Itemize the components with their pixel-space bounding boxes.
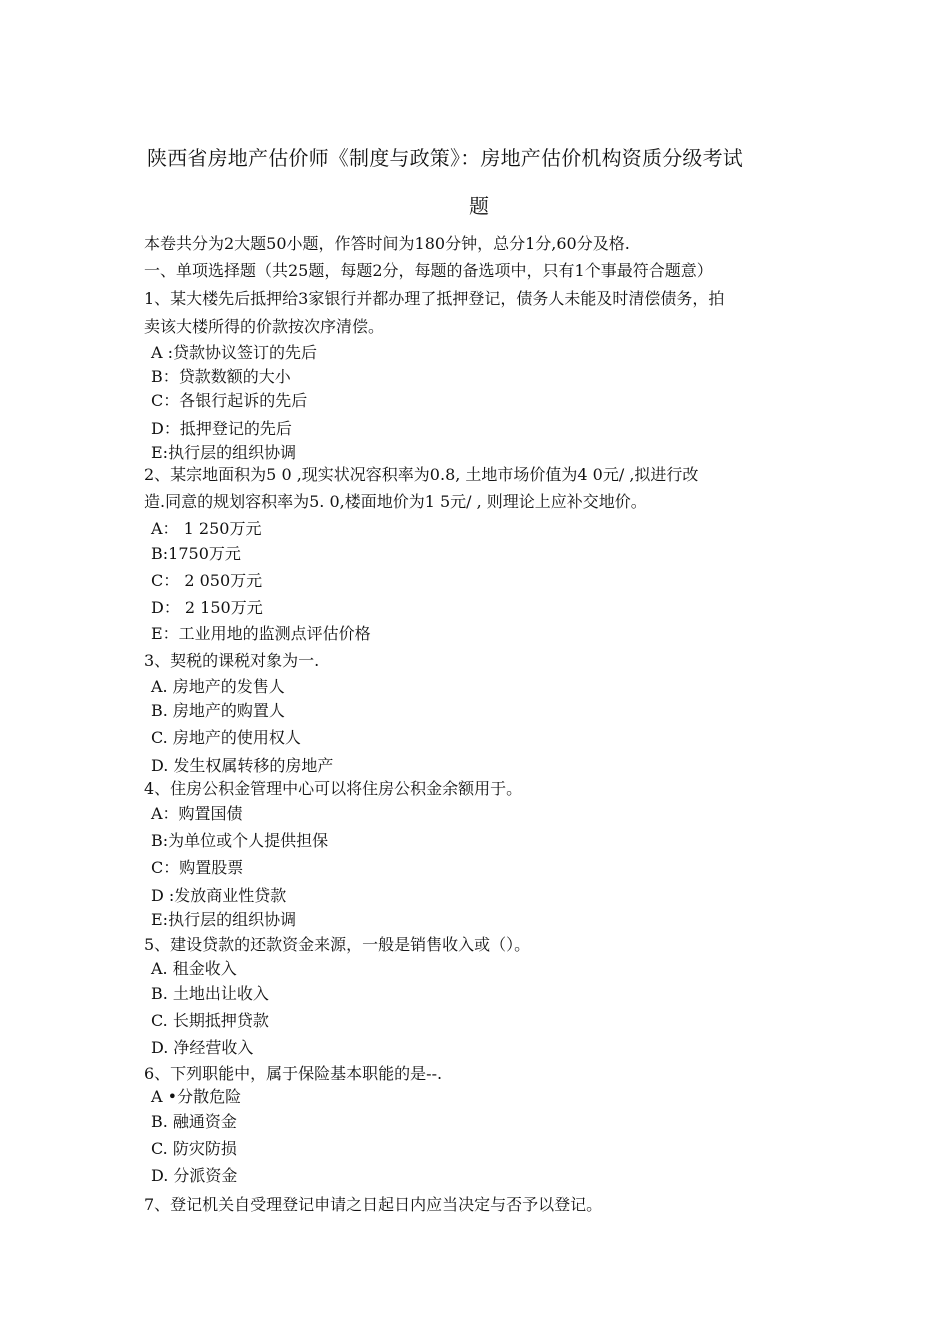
question-4-option-d: D :发放商业性贷款: [151, 886, 287, 905]
question-2-stem-cont: 造.同意的规划容积率为5. 0,楼面地价为1 5元/ , 则理论上应补交地价。: [144, 492, 647, 511]
exam-intro: 本卷共分为2大题50小题，作答时间为180分钟，总分1分,60分及格.: [144, 234, 630, 253]
question-2-option-c: C： 2 050万元: [151, 571, 263, 590]
question-2-stem: 2、某宗地面积为5 0 ,现实状况容积率为0.8, 土地市场价值为4 0元/ ,拟进行改: [144, 465, 699, 484]
question-6-option-d: D. 分派资金: [151, 1166, 238, 1185]
question-2-option-a: A： 1 250万元: [151, 519, 262, 538]
question-5-option-a: A. 租金收入: [151, 959, 237, 978]
question-4-stem: 4、住房公积金管理中心可以将住房公积金余额用于。: [144, 779, 523, 798]
question-3-option-a: A. 房地产的发售人: [151, 677, 285, 696]
question-6-option-a: A •分散危险: [151, 1087, 242, 1106]
question-7-stem: 7、登记机关自受理登记申请之日起日内应当决定与否予以登记。: [144, 1195, 603, 1214]
question-4-option-b: B:为单位或个人提供担保: [151, 831, 329, 850]
question-6-stem: 6、下列职能中，属于保险基本职能的是--.: [144, 1064, 443, 1083]
question-1-option-c: C：各银行起诉的先后: [151, 391, 308, 410]
section-heading: 一、单项选择题（共25题，每题2分，每题的备选项中，只有1个事最符合题意）: [144, 261, 713, 280]
question-3-stem: 3、契税的课税对象为一.: [144, 651, 320, 670]
question-5-option-b: B. 土地出让收入: [151, 984, 269, 1003]
document-title-continued: 题: [469, 194, 489, 218]
question-1-stem-cont: 卖该大楼所得的价款按次序清偿。: [144, 317, 385, 336]
question-3-option-b: B. 房地产的购置人: [151, 701, 285, 720]
question-4-option-c: C：购置股票: [151, 858, 244, 877]
question-6-option-c: C. 防灾防损: [151, 1139, 237, 1158]
question-1-option-a: A :贷款协议签订的先后: [151, 343, 318, 362]
question-5-option-d: D. 净经营收入: [151, 1038, 254, 1057]
question-3-option-d: D. 发生权属转移的房地产: [151, 756, 334, 775]
question-2-option-e: E：工业用地的监测点评估价格: [151, 624, 371, 643]
document-title: 陕西省房地产估价师《制度与政策》：房地产估价机构资质分级考试: [147, 146, 743, 170]
question-5-option-c: C. 长期抵押贷款: [151, 1011, 269, 1030]
question-1-option-d: D：抵押登记的先后: [151, 419, 292, 438]
question-1-stem: 1、某大楼先后抵押给3家银行并都办理了抵押登记，债务人未能及时清偿债务，拍: [144, 289, 725, 308]
question-2-option-d: D： 2 150万元: [151, 598, 263, 617]
question-2-option-b: B:1750万元: [151, 544, 241, 563]
question-5-stem: 5、建设贷款的还款资金来源，一般是销售收入或（）。: [144, 935, 531, 954]
question-1-option-e: E:执行层的组织协调: [151, 443, 297, 462]
question-4-option-e: E:执行层的组织协调: [151, 910, 297, 929]
question-4-option-a: A：购置国债: [151, 804, 243, 823]
question-3-option-c: C. 房地产的使用权人: [151, 728, 301, 747]
question-1-option-b: B：贷款数额的大小: [151, 367, 291, 386]
question-6-option-b: B. 融通资金: [151, 1112, 237, 1131]
